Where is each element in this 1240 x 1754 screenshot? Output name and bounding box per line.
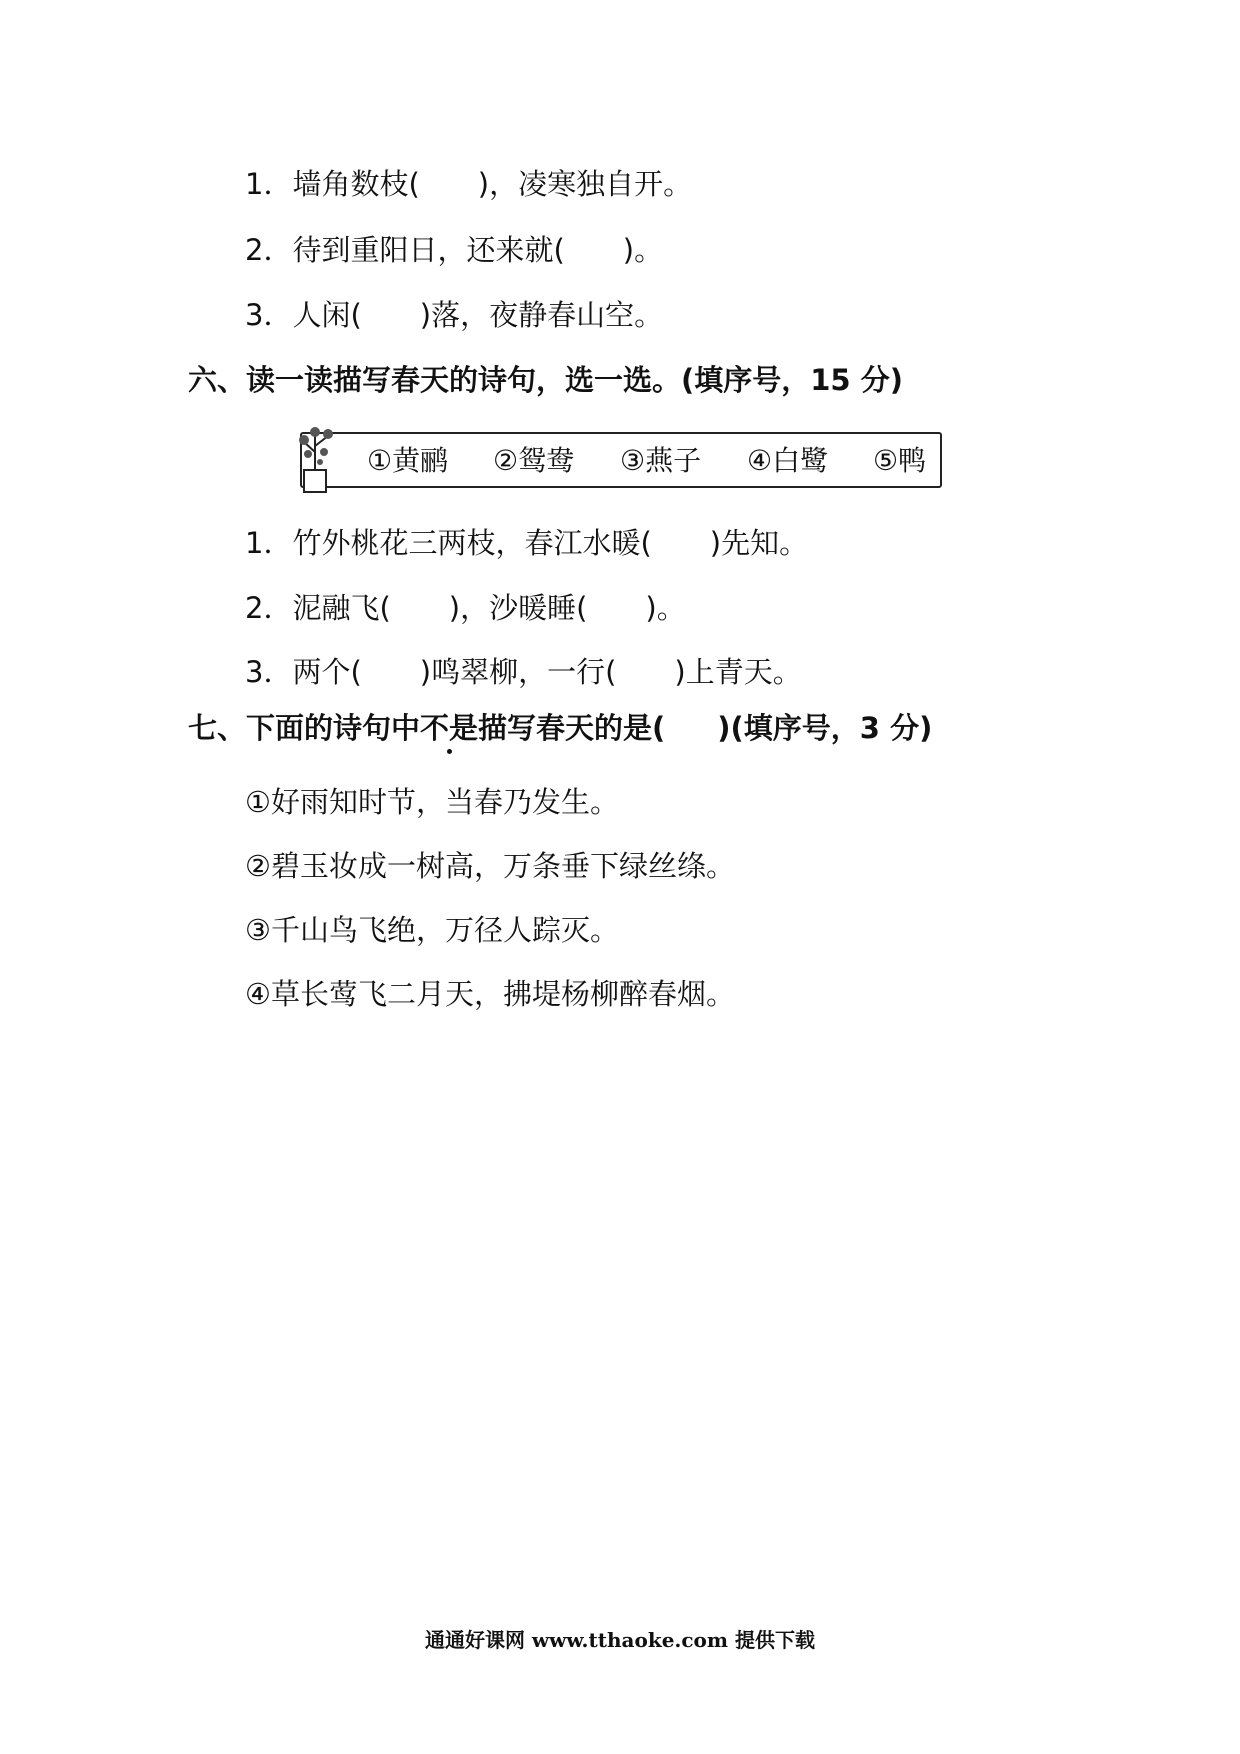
item-number: 1． — [245, 167, 293, 201]
poem-blank-item-1 — [245, 166, 692, 202]
item-number: 3． — [245, 655, 293, 689]
item-text: )。 — [645, 591, 686, 625]
item-text-before: 待到重阳日，还来就( — [292, 233, 565, 267]
item-text: 泥融飞( — [292, 591, 391, 625]
item-text: 两个( — [292, 655, 362, 689]
heading-text: )(填序号，3 分) — [717, 711, 933, 745]
item-text-after: )，凌寒独自开。 — [477, 167, 693, 201]
item-text: )上青天。 — [674, 655, 802, 689]
footer-source: 通通好课网 www.tthaoke.com 提供下载 — [424, 1628, 816, 1652]
choice-3: ③燕子 — [620, 444, 702, 477]
choice-1: ①黄鹂 — [367, 444, 449, 477]
item-text: )，沙暖睡( — [448, 591, 588, 625]
choice-4: ④白鹭 — [747, 444, 829, 477]
option-2: ②碧玉妆成一树高，万条垂下绿丝绦。 — [245, 849, 735, 883]
section-6-item-1 — [245, 525, 808, 561]
section-6-heading: 六、读一读描写春天的诗句，选一选。(填序号，15 分) — [188, 363, 903, 397]
heading-text: 描写春天的是( — [478, 711, 666, 745]
plant-icon — [296, 422, 352, 494]
poem-blank-item-2 — [245, 232, 663, 268]
item-text-before: 人闲( — [292, 298, 362, 332]
option-3: ③千山鸟飞绝，万径人踪灭。 — [245, 913, 619, 947]
option-1: ①好雨知时节，当春乃发生。 — [245, 785, 619, 819]
poem-blank-item-3 — [245, 297, 663, 333]
section-6-item-3 — [245, 654, 802, 690]
item-text-after: )落，夜静春山空。 — [419, 298, 664, 332]
choice-5: ⑤鸭 — [873, 444, 927, 477]
item-number: 2． — [245, 233, 293, 267]
section-6-item-2 — [245, 590, 686, 626]
heading-text: 七、下面的诗句中 — [188, 711, 421, 745]
item-text: )先知。 — [709, 526, 809, 560]
item-text: )鸣翠柳，一行( — [419, 655, 617, 689]
item-number: 2． — [245, 591, 293, 625]
item-text-before: 墙角数枝( — [292, 167, 420, 201]
emphasis-dotted-text: 不是 — [420, 711, 479, 745]
choice-2: ②鸳鸯 — [493, 444, 575, 477]
item-text-after: )。 — [622, 233, 664, 267]
section-7-heading — [188, 710, 932, 746]
item-number: 1． — [245, 526, 293, 560]
item-text: 竹外桃花三两枝，春江水暖( — [292, 526, 652, 560]
option-4: ④草长莺飞二月天，拂堤杨柳醉春烟。 — [245, 977, 735, 1011]
item-number: 3． — [245, 298, 293, 332]
